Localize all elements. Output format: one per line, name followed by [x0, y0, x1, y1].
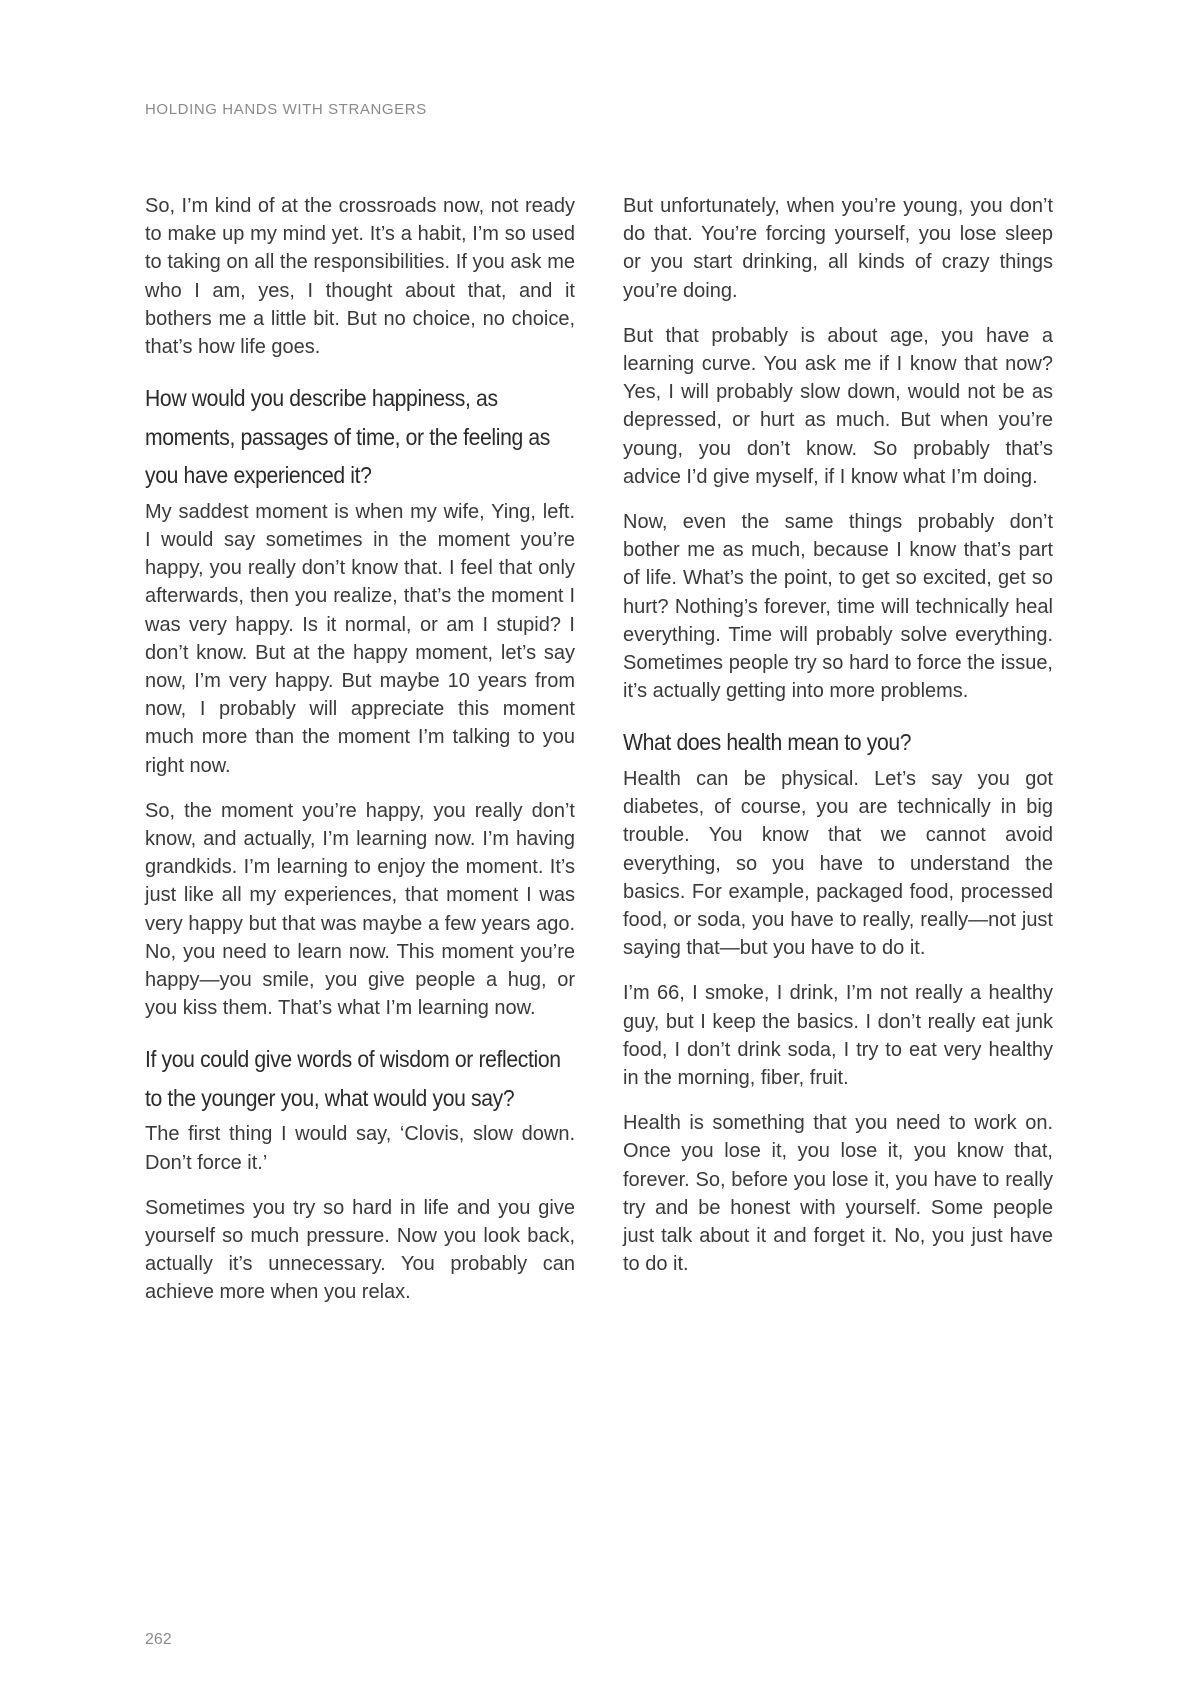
- paragraph: Health is something that you need to work on. Once you lose it, you lose it, you know that, forever. So, before you lose it, you have to really try and be honest with yourself. Some people just talk about it and forget it. No, you just have to do it.: [623, 1112, 1053, 1276]
- running-head: HOLDING HANDS WITH STRANGERS: [145, 101, 427, 118]
- right-column: [623, 192, 1053, 1295]
- paragraph: Health can be physical. Let’s say you got diabetes, of course, you are technically in big trouble. You know that we cannot avoid everything, so you have to understand the basics. For example, packaged food, processed food, or soda, you have to really, really—not just saying that—but you have to do it.: [623, 767, 1053, 960]
- left-column: [145, 192, 575, 1324]
- page-number: 262: [145, 1631, 172, 1648]
- paragraph: I’m 66, I smoke, I drink, I’m not really a healthy guy, but I keep the basics. I don’t really eat junk food, I don’t drink soda, I try to eat very healthy in the morning, fiber, fruit.: [623, 982, 1053, 1089]
- paragraph: So, I’m kind of at the crossroads now, not ready to make up my mind yet. It’s a habit, I’m so used to taking on all the responsibilities. If you ask me who I am, yes, I thought about that, and it bothers me a little bit. But no choice, no choice, that’s how life goes.: [145, 195, 575, 359]
- paragraph: But that probably is about age, you have a learning curve. You ask me if I know that now? Yes, I will probably slow down, would not be as depressed, or hurt as much. But when you’re young, you don’t know. So probably that’s advice I’d give myself, if I know what I’m doing.: [623, 324, 1053, 488]
- question-heading: If you could give words of wisdom or reflection to the younger you, what would you say?: [145, 1046, 561, 1111]
- paragraph: Sometimes you try so hard in life and you give yourself so much pressure. Now you look back, actually it’s unnecessary. You probably can achieve more when you relax.: [145, 1196, 575, 1304]
- paragraph: The first thing I would say, ‘Clovis, slow down. Don’t force it.’: [145, 1123, 575, 1174]
- paragraph: But unfortunately, when you’re young, you don’t do that. You’re forcing yourself, you lose sleep or you start drinking, all kinds of crazy things you’re doing.: [623, 195, 1053, 302]
- question-heading: How would you describe happiness, as moments, passages of time, or the feeling as you have experienced it?: [145, 385, 551, 489]
- paragraph: My saddest moment is when my wife, Ying, left. I would say sometimes in the moment you’re happy, you really don’t know that. I feel that only afterwards, then you realize, that’s the moment I was very happy. Is it normal, or am I stupid? I don’t know. But at the happy moment, let’s say now, I’m very happy. But maybe 10 years from now, I probably will appreciate this moment much more than the moment I’m talking to you right now.: [145, 500, 575, 777]
- question-heading: What does health mean to you?: [623, 729, 912, 756]
- paragraph: So, the moment you’re happy, you really don’t know, and actually, I’m learning now. I’m having grandkids. I’m learning to enjoy the moment. It’s just like all my experiences, that moment I was very happy but that was maybe a few years ago. No, you need to learn now. This moment you’re happy—you smile, you give people a hug, or you kiss them. That’s what I’m learning now.: [145, 799, 575, 1020]
- paragraph: Now, even the same things probably don’t bother me as much, because I know that’s part of life. What’s the point, to get so excited, get so hurt? Nothing’s forever, time will technically heal everything. Time will probably solve everything. Sometimes people try so hard to force the issue, it’s actually getting into more problems.: [623, 511, 1053, 703]
